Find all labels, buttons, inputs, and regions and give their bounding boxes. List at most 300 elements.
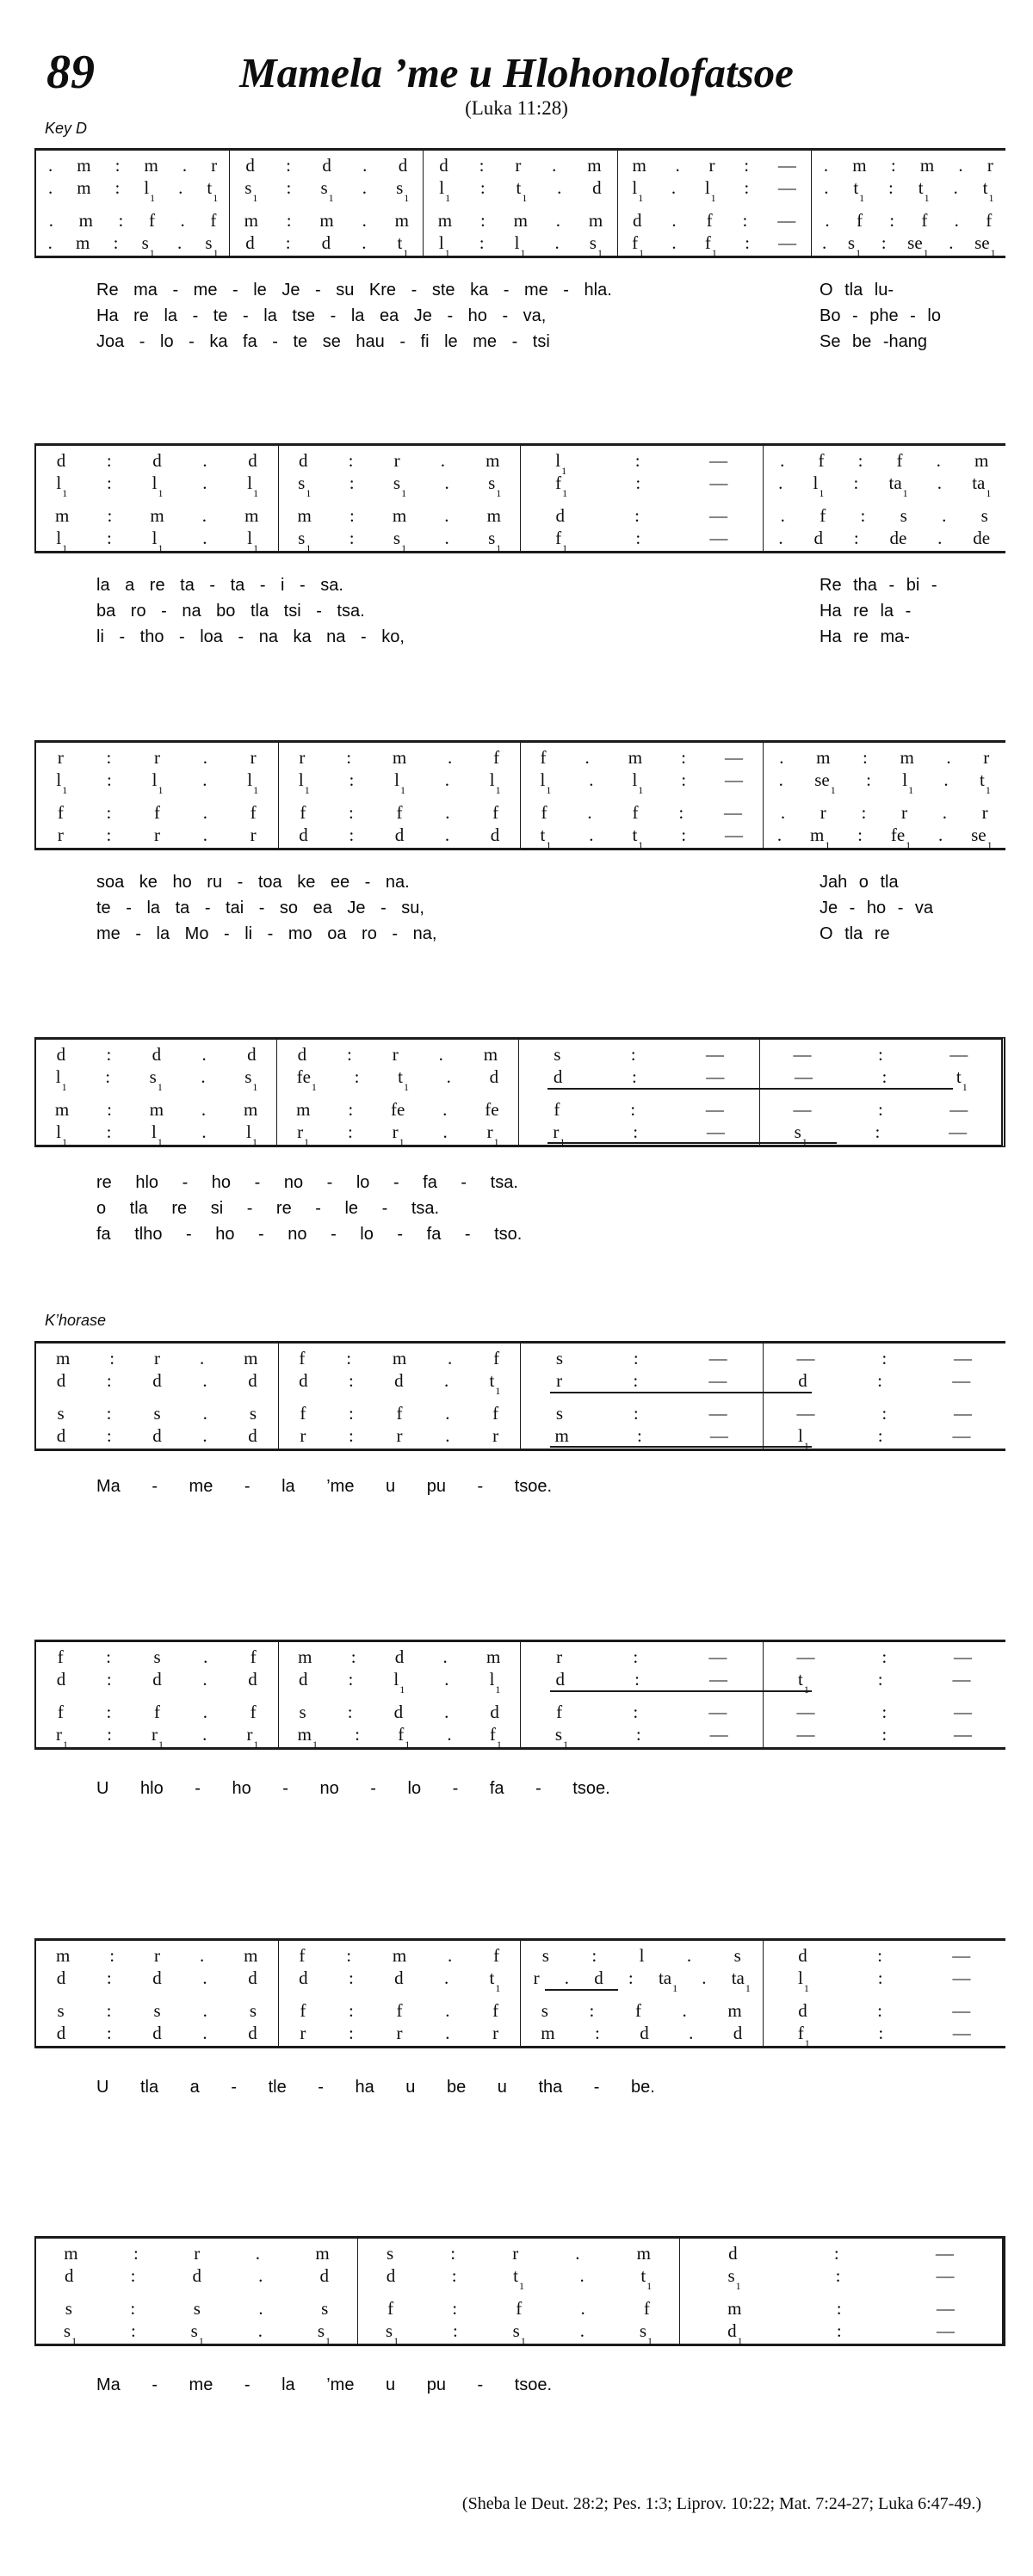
solfa-token: : [107, 505, 113, 526]
solfa-token: . [589, 769, 594, 790]
solfa-token: : [636, 1425, 642, 1446]
solfa-token: . [824, 177, 829, 198]
solfa-token: r [211, 155, 218, 176]
solfa-token: — [709, 1724, 728, 1745]
solfa-token: . [585, 747, 590, 768]
solfa-token: $l_1$ [632, 177, 644, 205]
solfa-voice-line [521, 504, 763, 527]
solfa-token: $t_1$ [640, 2265, 653, 2293]
solfa-token: . [579, 2320, 585, 2341]
solfa-token: . [779, 747, 784, 768]
hymn-number: 89 [46, 46, 95, 99]
solfa-voice-line [764, 504, 1006, 527]
lyric-line [34, 1195, 1005, 1221]
solfa-voice-line [36, 232, 229, 260]
solfa-voice-line [519, 1121, 759, 1149]
solfa-token: $r_1$ [392, 1121, 405, 1149]
solfa-token: : [348, 450, 354, 471]
solfa-token: $t_1$ [979, 769, 991, 797]
solfa-token: m [919, 155, 935, 176]
solfa-token: m [64, 2243, 78, 2264]
solfa-token: — [952, 1669, 971, 1690]
solfa-token: d [489, 1066, 499, 1087]
solfa-token: . [201, 1099, 207, 1120]
solfa-token: . [202, 450, 207, 471]
solfa-token: . [776, 825, 782, 845]
solfa-token: . [671, 232, 677, 253]
solfa-token: d [398, 155, 408, 176]
solfa-voice-line [521, 824, 763, 852]
solfa-token: r [512, 2243, 519, 2264]
solfa-token: — [949, 1099, 968, 1120]
solfa-token: : [875, 1121, 881, 1142]
measure [279, 1642, 522, 1751]
solfa-token: . [446, 1066, 451, 1087]
solfa-voice-line [279, 527, 521, 555]
solfa-token: . [780, 505, 785, 526]
lyric-pickup-text: Bo - phe - lo [820, 306, 941, 325]
solfa-token: : [106, 1403, 112, 1424]
solfa-token: m [392, 1348, 407, 1368]
solfa-voice-line [36, 527, 278, 555]
solfa-token: . [362, 232, 367, 253]
solfa-token: . [438, 1044, 443, 1065]
solfa-token: f [210, 210, 217, 231]
solfa-token: — [796, 1724, 815, 1745]
solfa-voice-line [36, 1723, 278, 1751]
solfa-token: f [250, 1646, 257, 1667]
solfa-token: $t_1$ [516, 177, 528, 205]
solfa-token: . [444, 825, 450, 845]
solfa-voice-line [36, 209, 229, 232]
solfa-voice-line [277, 1098, 517, 1121]
solfa-voice-line [764, 472, 1006, 500]
measure [279, 743, 522, 848]
measure [764, 1344, 1006, 1453]
solfa-token: : [286, 177, 292, 198]
solfa-token: . [202, 1370, 207, 1391]
solfa-token: — [952, 1968, 971, 1988]
solfa-token: $s_1$ [141, 232, 155, 260]
solfa-token: : [346, 1945, 352, 1966]
solfa-token: f [554, 1099, 560, 1120]
solfa-token: : [106, 802, 112, 823]
solfa-token: $f_1$ [398, 1724, 411, 1751]
solfa-token: f [387, 2298, 394, 2319]
solfa-token: r [556, 1370, 563, 1391]
solfa-token: — [954, 1724, 973, 1745]
solfa-token: r [194, 2243, 201, 2264]
solfa-token: m [296, 1099, 311, 1120]
solfa-token: . [362, 177, 367, 198]
solfa-token: : [106, 450, 112, 471]
lyrics-block [34, 1170, 1005, 1247]
solfa-token: m [727, 2298, 742, 2319]
lyric-pickup-text: Se be -hang [820, 332, 927, 351]
solfa-voice-line [36, 1646, 278, 1668]
solfa-token: : [107, 1099, 112, 1120]
solfa-token: : [106, 1044, 112, 1065]
solfa-voice-line [36, 1668, 278, 1690]
solfa-token: : [681, 769, 687, 790]
solfa-token: s [57, 2000, 65, 2021]
solfa-token: m [55, 505, 70, 526]
solfa-token: r [299, 747, 306, 768]
solfa-token: — [936, 2298, 955, 2319]
solfa-token: : [106, 747, 112, 768]
solfa-token: — [952, 2023, 971, 2043]
solfa-token: $s_1$ [512, 2320, 526, 2348]
measure [36, 446, 279, 555]
solfa-token: s [900, 505, 907, 526]
solfa-voice-line [279, 801, 521, 824]
solfa-token: $r_1$ [297, 1121, 310, 1149]
slur-line [550, 1392, 812, 1393]
solfa-token: $se_1$ [971, 825, 993, 852]
solfa-token: m [244, 505, 259, 526]
solfa-voice-line [760, 1066, 1001, 1094]
solfa-token: — [706, 1121, 725, 1142]
solfa-voice-line [680, 2264, 1002, 2293]
solfa-token: d [248, 1425, 257, 1446]
solfa-voice-line [424, 154, 616, 176]
solfa-token: : [285, 232, 291, 253]
solfa-token: $s_1$ [488, 473, 502, 500]
solfa-token: . [445, 2023, 450, 2043]
solfa-token: m [541, 2023, 555, 2043]
solfa-token: : [633, 1702, 639, 1722]
solfa-token: . [954, 210, 959, 231]
solfa-token: — [709, 450, 728, 471]
solfa-token: . [445, 2000, 450, 2021]
solfa-token: : [881, 1403, 888, 1424]
slur-line [547, 1142, 837, 1144]
solfa-token: . [257, 2320, 263, 2341]
solfa-voice-line [279, 449, 521, 472]
solfa-token: r [154, 825, 161, 845]
solfa-token: $se_1$ [974, 232, 996, 260]
solfa-token: : [130, 2298, 136, 2319]
solfa-token: . [201, 1066, 206, 1087]
solfa-token: : [347, 1044, 352, 1065]
solfa-token: : [130, 2265, 136, 2286]
solfa-token: r [820, 802, 826, 823]
solfa-token: m [54, 1099, 70, 1120]
solfa-token: : [881, 232, 887, 253]
solfa-voice-line [521, 746, 763, 769]
solfa-token: : [863, 747, 868, 768]
solfa-token: . [202, 1968, 207, 1988]
solfa-token: r [533, 1968, 540, 1988]
solfa-token: : [633, 1403, 639, 1424]
solfa-token: . [822, 232, 827, 253]
solfa-token: — [725, 769, 743, 790]
lyric-line [34, 598, 1005, 624]
solfa-voice-line [36, 154, 229, 176]
solfa-token: $s_1$ [396, 177, 410, 205]
solfa-token: : [118, 210, 124, 231]
solfa-token: s [249, 1403, 257, 1424]
solfa-token: d [813, 528, 823, 548]
solfa-token: m [486, 505, 501, 526]
solfa-token: m [632, 155, 646, 176]
solfa-voice-line [764, 2022, 1006, 2050]
solfa-token: r [250, 747, 257, 768]
solfa-token: : [745, 232, 750, 253]
lyrics-block [34, 572, 1005, 650]
solfa-token: $t_1$ [982, 177, 994, 205]
solfa-token: — [708, 1669, 727, 1690]
solfa-voice-line [521, 1369, 763, 1392]
solfa-voice-line [230, 232, 423, 260]
solfa-token: r [708, 155, 715, 176]
solfa-token: de [889, 528, 907, 548]
solfa-token: m [55, 1945, 71, 1966]
solfa-voice-line [36, 504, 278, 527]
solfa-token: $s_1$ [393, 473, 407, 500]
solfa-token: $l_1$ [152, 769, 164, 797]
solfa-token: : [877, 2000, 882, 2021]
solfa-token: f [492, 2000, 499, 2021]
solfa-token: . [445, 1403, 450, 1424]
lyric-text: la a re ta - ta - i - sa. [96, 576, 343, 595]
solfa-token: : [286, 155, 291, 176]
solfa-token: d [299, 1669, 308, 1690]
solfa-token: $s_1$ [244, 1066, 258, 1094]
solfa-token: . [780, 450, 785, 471]
solfa-token: : [881, 1348, 888, 1368]
solfa-voice-line [279, 1402, 521, 1424]
solfa-token: : [877, 1945, 882, 1966]
solfa-token: d [299, 1370, 308, 1391]
solfa-token: : [857, 825, 863, 845]
solfa-token: . [448, 1348, 453, 1368]
solfa-token: . [587, 802, 592, 823]
solfa-token: — [793, 1044, 812, 1065]
chorus-label: K’horase [45, 1312, 107, 1329]
measure [36, 1941, 279, 2046]
solfa-token: . [443, 1968, 449, 1988]
solfa-token: . [199, 1348, 205, 1368]
lyric-line [34, 1170, 1005, 1195]
solfa-token: m [78, 210, 93, 231]
solfa-token: . [202, 1669, 207, 1690]
solfa-token: s [554, 1044, 561, 1065]
solfa-voice-line [36, 1944, 278, 1967]
solfa-token: : [113, 232, 119, 253]
lyric-line [34, 1221, 1005, 1247]
solfa-token: — [796, 1646, 815, 1667]
solfa-voice-line [36, 1121, 276, 1149]
solfa-token: : [681, 747, 686, 768]
solfa-token: s [153, 1646, 161, 1667]
solfa-token: . [675, 155, 680, 176]
solfa-token: d [297, 1044, 307, 1065]
solfa-token: f [818, 450, 825, 471]
solfa-token: f [148, 210, 155, 231]
solfa-token: — [936, 2265, 955, 2286]
solfa-token: . [589, 825, 594, 845]
solfa-token: . [202, 747, 207, 768]
solfa-token: f [396, 2000, 403, 2021]
solfa-voice-line [764, 824, 1006, 852]
solfa-token: r [57, 747, 64, 768]
solfa-token: : [890, 155, 896, 176]
solfa-token: d [248, 1370, 257, 1391]
solfa-token: r [556, 1646, 563, 1667]
solfa-token: — [777, 155, 796, 176]
solfa-token: : [861, 802, 867, 823]
measure [521, 1941, 764, 2046]
solfa-voice-line [764, 801, 1006, 824]
solfa-token: d [299, 1968, 308, 1988]
solfa-token: . [937, 528, 943, 548]
solfa-token: f [493, 1348, 500, 1368]
solfa-token: : [347, 1121, 353, 1142]
solfa-token: . [943, 769, 949, 790]
solfa-voice-line [764, 1999, 1006, 2022]
solfa-token: $s_1$ [298, 528, 312, 555]
solfa-voice-line [764, 1347, 1006, 1369]
lyric-text: me - la Mo - li - mo oa ro - na, [96, 924, 437, 943]
solfa-token: m [974, 450, 989, 471]
solfa-token: m [513, 210, 528, 231]
solfa-token: m [636, 2243, 651, 2264]
measure [36, 1344, 279, 1449]
solfa-token: . [444, 1669, 449, 1690]
solfa-token: . [443, 1370, 449, 1391]
solfa-token: — [777, 177, 796, 198]
solfa-token: : [878, 2023, 884, 2043]
solfa-token: d [248, 1669, 257, 1690]
measure [519, 1040, 760, 1149]
solfa-token: d [592, 177, 602, 198]
solfa-token: s [733, 1945, 741, 1966]
solfa-token: . [448, 1945, 453, 1966]
solfa-token: : [348, 1669, 354, 1690]
solfa-voice-line [279, 1347, 521, 1369]
measure [618, 151, 812, 260]
solfa-token: : [346, 1348, 352, 1368]
solfa-voice-line [521, 1347, 763, 1369]
solfa-voice-line [279, 1967, 521, 1995]
solfa-token: — [706, 1066, 725, 1087]
solfa-token: : [114, 177, 121, 198]
solfa-token: m [298, 1646, 312, 1667]
solfa-token: $l_1$ [489, 1669, 501, 1696]
solfa-token: — [706, 1044, 725, 1065]
solfa-token: d [248, 450, 257, 471]
solfa-token: . [202, 802, 207, 823]
solfa-token: $s_1$ [205, 232, 219, 260]
solfa-token: d [798, 1945, 807, 1966]
solfa-token: . [48, 210, 54, 231]
solfa-token: . [564, 1968, 570, 1988]
measure [36, 2239, 358, 2348]
solfa-token: : [633, 1646, 639, 1667]
solfa-token: d [490, 1702, 499, 1722]
measure [424, 151, 617, 260]
solfa-voice-line [521, 1424, 763, 1447]
solfa-token: d [594, 1968, 603, 1988]
solfa-token: $t_1$ [207, 177, 219, 205]
solfa-token: m [144, 155, 158, 176]
solfa-token: — [796, 1403, 815, 1424]
solfa-token: : [881, 1724, 888, 1745]
solfa-token: : [349, 528, 355, 548]
lyric-text: Re ma - me - le Je - su Kre - ste ka - me - hla. [96, 281, 612, 300]
solfa-token: d [56, 1370, 66, 1391]
solfa-token: $t_1$ [513, 2265, 525, 2293]
solfa-token: — [705, 1099, 724, 1120]
solfa-token: : [857, 450, 863, 471]
solfa-token: $s_1$ [149, 1066, 163, 1094]
lyric-text: te - la ta - tai - so ea Je - su, [96, 899, 424, 917]
solfa-token: m [77, 177, 91, 198]
solfa-token: f [632, 802, 639, 823]
solfa-voice-line [36, 2264, 357, 2287]
solfa-token: . [575, 2243, 580, 2264]
solfa-token: — [708, 1702, 727, 1722]
solfa-voice-line [519, 1066, 759, 1088]
solfa-token: f [492, 1403, 499, 1424]
solfa-token: f [921, 210, 928, 231]
solfa-token: f [643, 2298, 650, 2319]
solfa-voice-line [279, 1999, 521, 2022]
solfa-voice-line [519, 1098, 759, 1121]
solfa-token: d [56, 1044, 66, 1065]
solfa-token: $l_1$ [704, 177, 716, 205]
solfa-token: m [149, 1099, 164, 1120]
solfa-token: : [881, 1646, 888, 1667]
solfa-token: . [258, 2265, 263, 2286]
solfa-token: f [57, 802, 64, 823]
solfa-voice-line [279, 746, 521, 769]
lyric-pickup-text: Ha re la - [820, 602, 912, 621]
solfa-voice-line [36, 1701, 278, 1723]
solfa-token: $s_1$ [320, 177, 334, 205]
solfa-token: f [634, 2000, 641, 2021]
solfa-token: . [47, 177, 53, 198]
solfa-token: : [349, 825, 355, 845]
solfa-token: f [300, 802, 306, 823]
solfa-token: r [393, 450, 400, 471]
solfa-voice-line [760, 1121, 1001, 1149]
solfa-token: $s_1$ [589, 232, 603, 260]
measure [279, 1344, 522, 1449]
solfa-token: : [133, 2243, 139, 2264]
solfa-token: : [877, 1099, 883, 1120]
solfa-token: f [556, 1702, 563, 1722]
solfa-token: f [299, 1348, 306, 1368]
solfa-token: $l_1$ [151, 1121, 163, 1149]
solfa-token: $r_1$ [553, 1121, 566, 1149]
lyric-line [34, 624, 1005, 650]
solfa-voice-line [521, 801, 763, 824]
solfa-voice-line [277, 1043, 517, 1066]
solfa-token: d [56, 450, 66, 471]
solfa-token: $s_1$ [63, 2320, 77, 2348]
solfa-token: . [780, 802, 786, 823]
solfa-token: $ta_1$ [972, 473, 992, 500]
solfa-token: $l_1$ [439, 177, 451, 205]
solfa-token: . [442, 1646, 448, 1667]
solfa-token: . [937, 473, 943, 493]
solfa-token: $l_1$ [56, 769, 68, 797]
solfa-token: s [153, 2000, 161, 2021]
lyric-text: Joa - lo - ka fa - te se hau - fi le me - tsi [96, 332, 550, 351]
solfa-voice-line [279, 1369, 521, 1398]
